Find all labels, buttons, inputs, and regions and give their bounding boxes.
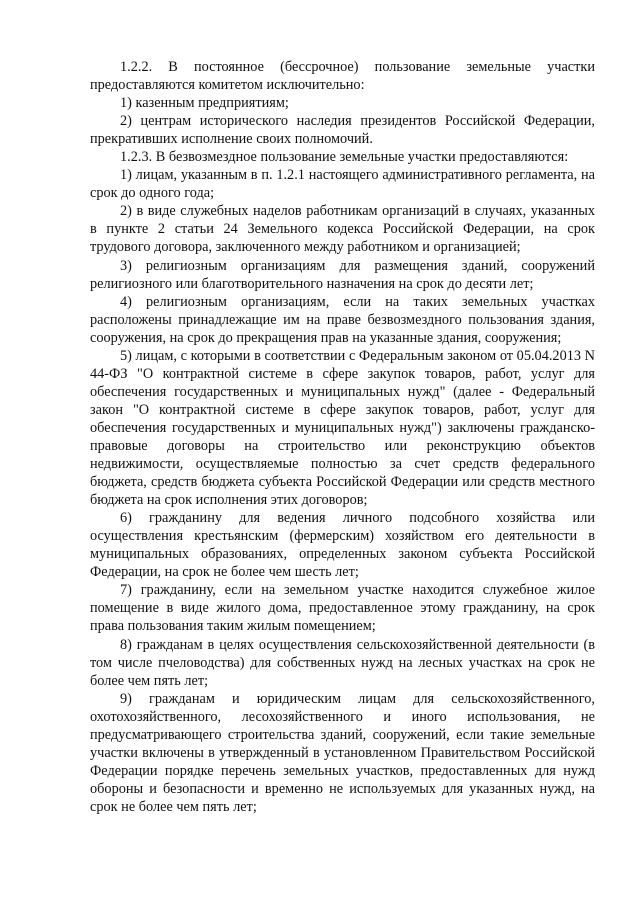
paragraph-1-2-3: 1.2.3. В безвозмездное пользование земельные участки предоставляются: bbox=[120, 149, 569, 166]
paragraph-1-2-2: 1.2.2. В постоянное (бессрочное) пользование земельные участки предоставляются комитетом исключительно: bbox=[90, 59, 595, 94]
list-item-beekeeping: 8) гражданам в целях осуществления сельскохозяйственной деятельности (в том числе пчеловодства) для собственных нужд на лесных участках на срок не более чем пять лет; bbox=[90, 636, 595, 689]
list-item-religious-free-use: 4) религиозным организациям, если на таких земельных участках расположены принадлежащие им на праве безвозмездного пользования здания, сооружения, на срок до прекращения прав на указанные здания, сооружения; bbox=[90, 293, 595, 346]
list-item-service-housing: 7) гражданину, если на земельном участке находится служебное жилое помещение в виде жилого дома, предоставленное этому гражданину, на срок права пользования таким жилым помещением; bbox=[90, 582, 595, 635]
list-item-contract-system: 5) лицам, с которыми в соответствии с Федеральным законом от 05.04.2013 N 44-ФЗ "О контрактной системе в сфере закупок товаров, работ, услуг для обеспечения государственных и муниципальных нужд" (далее - Федеральный закон "О контрактной системе в сфере закупок товаров, работ, услуг для обеспечения государственных и муниципальных нужд") заключены гражданско-правовые договоры на строительство или реконструкцию объектов недвижимости, осуществляемые полностью за счет средств федерального бюджета, средств бюджета субъекта Российской Федерации или средств местного бюджета на срок исполнения этих договоров; bbox=[90, 347, 595, 509]
list-item-religious-buildings: 3) религиозным организациям для размещения зданий, сооружений религиозного или благотворительного назначения на срок до десяти лет; bbox=[90, 257, 595, 292]
list-item-state-enterprises: 1) казенным предприятиям; bbox=[120, 95, 289, 112]
list-item-defense-lands: 9) гражданам и юридическим лицам для сельскохозяйственного, охотохозяйственного, лесохозяйственного и иного использования, не предусматривающего строительства зданий, сооружений, если такие земельные участки включены в утвержденный в установленном Правительством Российской Федерации порядке перечень земельных участков, предоставленных для нужд обороны и безопасности и временно не используемых для указанных нужд, на срок не более чем пять лет; bbox=[90, 690, 595, 815]
list-item-service-allotments: 2) в виде служебных наделов работникам организаций в случаях, указанных в пункте 2 статьи 24 Земельного кодекса Российской Федерации, на срок трудового договора, заключенного между работником и организацией; bbox=[90, 203, 595, 256]
list-item-heritage-centers: 2) центрам исторического наследия президентов Российской Федерации, прекративших исполнение своих полномочий. bbox=[90, 113, 595, 148]
list-item-personal-farming: 6) гражданину для ведения личного подсобного хозяйства или осуществления крестьянским (фермерским) хозяйством его деятельности в муниципальных образованиях, определенных законом субъекта Российской Федерации, на срок не более чем шесть лет; bbox=[90, 510, 595, 581]
document-page bbox=[90, 58, 595, 816]
list-item-persons-1-2-1: 1) лицам, указанным в п. 1.2.1 настоящего административного регламента, на срок до одного года; bbox=[90, 167, 595, 202]
